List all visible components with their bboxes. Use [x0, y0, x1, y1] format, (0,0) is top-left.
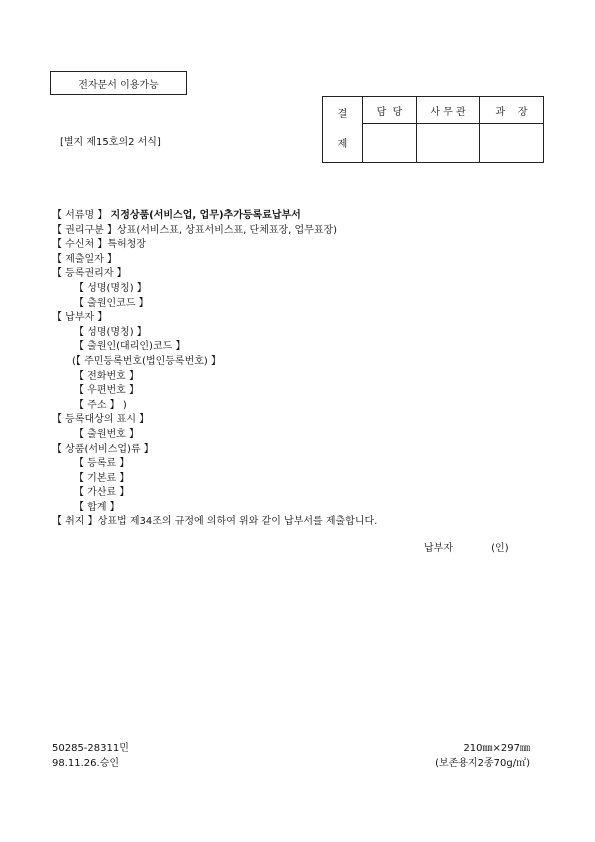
- payer-label: 【 납부자 】: [52, 312, 108, 324]
- document-name-label: 【 서류명 】: [52, 210, 108, 221]
- approval-date: 98.11.26.승인: [52, 758, 120, 769]
- document-name-value: 지정상품(서비스업, 업무)추가등록료납부서: [110, 210, 301, 221]
- approval-table: [322, 96, 544, 163]
- approval-side-label: [323, 97, 363, 163]
- purpose-line: [52, 515, 377, 530]
- approval-sign-staff[interactable]: [363, 124, 417, 163]
- recipient-label: 【 수신처 】: [52, 239, 108, 251]
- signature-label: 납부자: [424, 543, 453, 554]
- form-code: 50285-28311민: [52, 743, 129, 754]
- paper-spec: (보존용지2종70g/㎡): [435, 758, 530, 769]
- right-type-label: 【 권리구분 】: [52, 224, 117, 236]
- payer-phone-label: 【 전화번호 】: [74, 370, 139, 382]
- goods-class-label: 【 상품(서비스업)류 】: [52, 443, 154, 455]
- registration-fee-label: 【 등록료 】: [74, 458, 130, 470]
- payer-zip-label: 【 우편번호 】: [74, 385, 139, 397]
- footer-right: [415, 741, 530, 771]
- submit-date-label: 【 제출일자 】: [52, 253, 117, 265]
- purpose-label: 【 취지 】: [52, 516, 98, 528]
- total-fee-label: 【 합계 】: [74, 501, 120, 513]
- holder-code-label: 【 출원인코드 】: [74, 297, 149, 309]
- basic-fee-label: 【 기본료 】: [74, 472, 130, 484]
- registered-holder-label: 【 등록권리자 】: [52, 268, 127, 280]
- approval-sign-officer[interactable]: [417, 124, 480, 163]
- right-type-value: 상표(서비스표, 상표서비스표, 단체표장, 업무표장): [117, 224, 338, 236]
- application-number-label: 【 출원번호 】: [74, 428, 139, 440]
- form-body: [52, 209, 377, 530]
- payer-resident-number-label: (【 주민등록번호(법인등록번호) 】: [72, 355, 221, 367]
- document-name-line: [52, 209, 377, 224]
- approval-header-officer: 사 무 관: [417, 97, 480, 124]
- approval-header-staff: 담 당: [363, 97, 417, 124]
- recipient-value: 특허청장: [107, 239, 146, 251]
- payer-address-label: 【 주소 】 ): [74, 399, 127, 411]
- paper-size: 210㎜×297㎜: [463, 743, 530, 754]
- seal-mark: (인): [491, 543, 509, 554]
- form-number: [별지 제15호의2 서식]: [60, 137, 161, 148]
- payer-name-label: 【 성명(명칭) 】: [74, 326, 147, 338]
- registration-target-label: 【 등록대상의 표시 】: [52, 414, 150, 426]
- payer-signature: [424, 539, 509, 554]
- approval-sign-chief[interactable]: [480, 124, 544, 163]
- approval-side-top: 결: [337, 108, 348, 120]
- approval-side-bottom: 제: [337, 138, 348, 150]
- right-type-line: [52, 224, 377, 239]
- approval-header-chief: 과 장: [480, 97, 544, 124]
- additional-fee-label: 【 가산료 】: [74, 487, 130, 499]
- holder-name-label: 【 성명(명칭) 】: [74, 282, 147, 294]
- payer-code-label: 【 출원인(대리인)코드 】: [74, 341, 186, 353]
- purpose-value: 상표법 제34조의 규정에 의하여 위와 같이 납부서를 제출합니다.: [97, 516, 378, 528]
- recipient-line: [52, 238, 377, 253]
- footer-left: [52, 741, 129, 771]
- electronic-document-badge: 전자문서 이용가능: [50, 71, 187, 95]
